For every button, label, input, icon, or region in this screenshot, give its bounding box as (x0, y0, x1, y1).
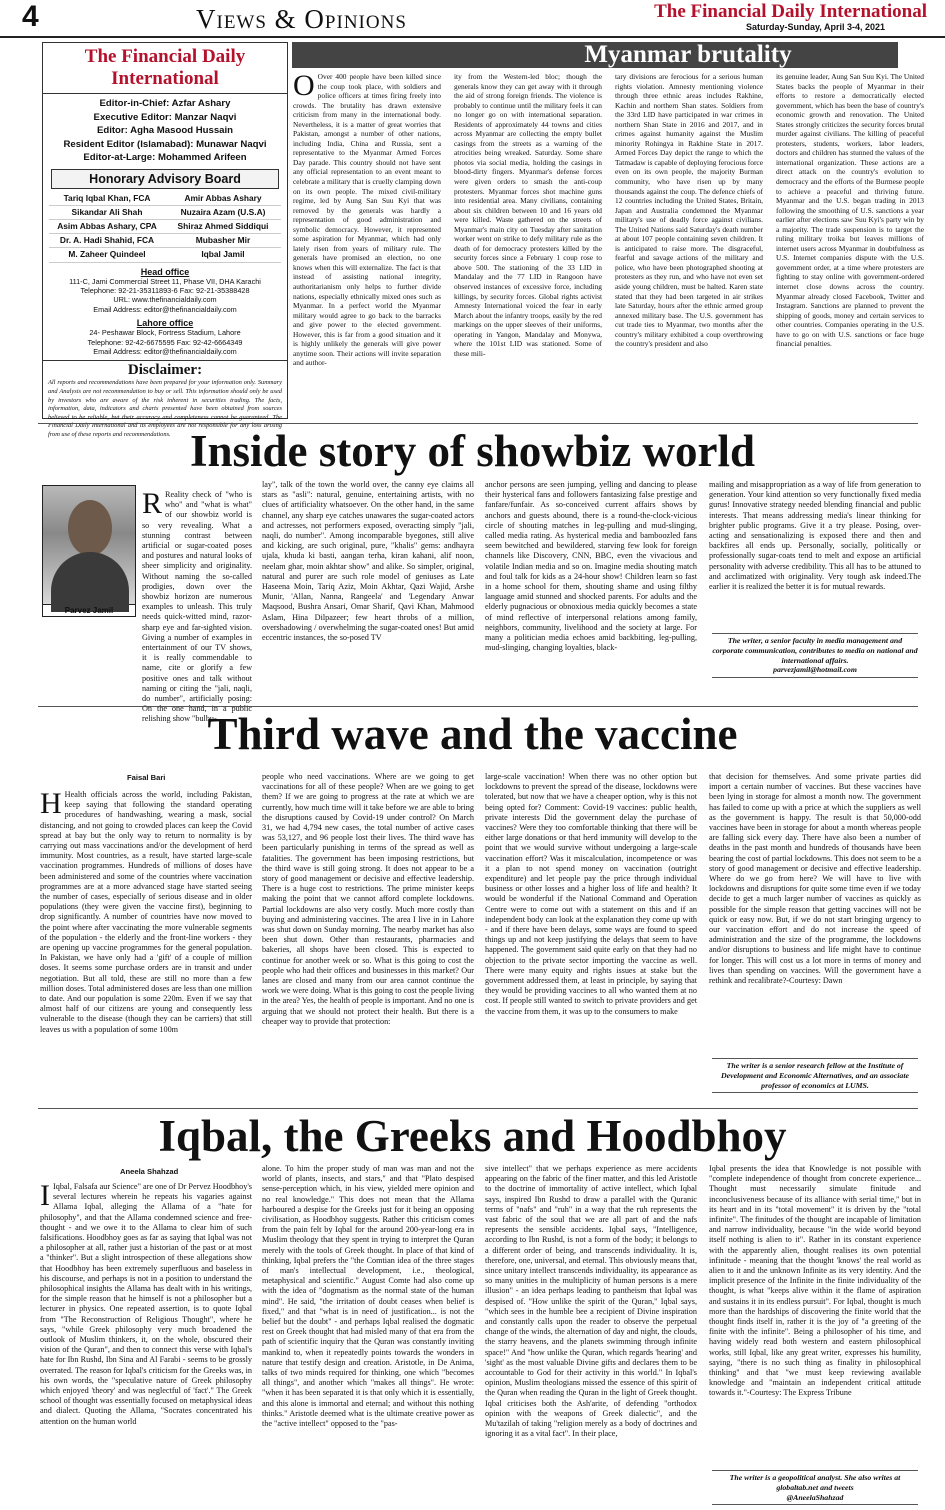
showbiz-col-4: mailing and misappropriation as a way of life from generation to generation. Your kind attention so very functionally fixed media gurus! Innovative strategy needed blending financial and public interests. That means addressing media's linear thinking for brighter public programs. Give it a try please. Posing, over-acting and sensationalizing is exposed there and then and backfires all ends up. Personally, socially, politically or professionally sugar-coats tend to melt and expose an artificial personality with adverse credibility. This all has to be attuned to and acclimatized with originality. Very tough ask indeed.The earlier it is realized the better it is for mutual rewards. (709, 480, 921, 592)
address-line: Email Address: editor@thefinancialdaily.com (93, 304, 237, 314)
section-title: Views & Opinions (196, 4, 407, 34)
vaccine-col-1 (40, 787, 252, 1110)
drop-cap: H (40, 787, 62, 820)
iqbal-author-bio (712, 1470, 918, 1505)
author-photo-caption: Parvez Jamil (42, 605, 136, 617)
editorial-col-3: tary divisions are ferocious for a serious human rights violation. Amnesty mentioning violence through three ethnic areas includes Rakhine, Kachin and northern Shan states. Soldiers from the 33rd LID have participated in war crimes in northern Shan State in 2016 and 2017, and in crimes against humanity against the Muslim minority Rohingya in Rakhine State in 2017. Armed Forces Day depict the range to which the Tatmadaw is capable of deploying ferocious force even on its own people, the majority Burman community, who have risen up by many thousands against the coup. The defence chiefs of 12 countries including the United States, Britain, Japan and Australia condemned the Myanmar military's use of deadly force against civilians. The United Nations said Saturday's death number at about 107 people containing seven children. It is anticipated to raise more. The disgraceful, fearful and savage actions of the military and police, who have been photographed shooting at protesters as they run, and who have not even set aside young children, must be halted. Karen state stated that they had been targeted in air strikes late Saturday, hours after the ethnic armed group annexed military base. The U.S. government has cut trade ties to Myanmar, two months after the country's military exhibited a coup overthrowing the country's president and also (615, 72, 763, 349)
disclaimer-text: All reports and recommendations have been prepared for your information only. Summary and Analysis are not recommendation to buy or sell. This information should only be used by investors who are aware of the risk inherent in securities trading. The facts, information, data, indicators and charts presented have been obtained from sources believed to be reliable, but their accuracy and completeness cannot be guaranteed. The Financial Daily International and its employees are not responsible for any loss arising from use of these reports and recommendations. (48, 379, 282, 438)
address-line: 111-C, Jami Commercial Street 11, Phase VII, DHA Karachi (69, 276, 261, 286)
honorary-board-list (49, 192, 281, 263)
showbiz-col-2: lay", talk of the town the world over, the canny eye claims all stars as "asli": natural, genuine, entertaining artists, with no clues of artificiality whatsoever. On the other hand, in the same channel, any sharp eye catches unawares the sugar-coated actors and actresses, not performers exposed, overacting simply "jali, naqli, do number". Among incomparable byegones, still alive and kicking, are such original, pure, "khalis" gems: andhayra ujala, khuda ki basti, aangan terha, kiran kahani, alif noon, neelam ghar, moin akhtar show" and alike. So simpler, original, natural and purer are such role model of geniuses as Late Haseena Moin, Tariq Aziz, Moin Akhtar, Qazi Wajid, Arshe Munir, 'Allan, Nanna, Rangeela' and 'Legendary Anwar Maqsood, Bushra Ansari, Omar Sharif, Qavi Khan, Mahmood Aslam, Hina Dilpazeer; few heart throbs of a million, overshadowing / overwhelming the sugar-coated ones! But amid eccentric instances, the so-posed TV (262, 480, 474, 643)
board-member: Dr. A. Hadi Shahid, FCA (49, 234, 165, 248)
bio-text: The writer is a geopolitical analyst. She also writes at globaltab.net and tweets (729, 1473, 901, 1492)
head-office-address (43, 277, 287, 315)
vaccine-text: Health officials across the world, including Pakistan, keep saying that following the standard operating procedures of handwashing, wearing a mask, social distancing, and not going to crowded places can keep the Covid spread at bay but the only way to return to normality is by carrying out mass vaccinations and/or the development of herd immunity. Most countries, as a result, have started large-scale vaccination programmes. Hundreds of millions of doses have been administered and some of the countries where vaccination programmes are at a more advanced stage have started seeing the number of cases, especially of serious disease and in older populations (they were given the vaccine first), beginning to drop significantly. A number of countries have now moved to the point where after vaccinating the more vulnerable segments of the population - the elderly and the front-line workers - they are opening up vaccine programmes for the general population. In Pakistan, we have only had a 'gift' of a couple of million doses. It seems some purchase orders are in transit and under negotiation. But all told, these are still no more than a few million doses. Total administered doses are less than one million to date. And our population is some 220m. Even if we say that almost half of our citizens are young and consequently less vulnerable to the disease (though they can be carriers) that still leaves us with a population of some 100m (40, 790, 252, 1034)
staff-item: Executive Editor: Manzar Naqvi (93, 111, 237, 123)
iqbal-col-2: alone. To him the proper study of man was man and not the world of plants, insects, and stars," and that "Plato despised sense-perception which, in his view, yielded mere opinion and no real knowledge." This does not mean that the Allama harboured a despise for the Greeks just for it being an opposing civilisation, as Hoodbhoy suggests. Rather this criticism comes from the pain felt by Iqbal for the around 200-year-long era in Muslim theology that they spent in trying to interpret the Quran merely with the tools of Greek thought. In place of that kind of thinking, Iqbal prefers the "the Comtian idea of the three stages of man's intellectual development, i.e., theological, metaphysical and scientific." August Comte had also come up with the idea of "dogmatism as the normal state of the human mind". He said, "the irritation of doubt ceases when belief is fixed," and that "what is in need of justification... is not the belief but the doubt" - and perhaps Iqbal realised the dogmatic rest on Greek thought that had misled many of that era from the path of scientific inquiry that the Quran was constantly inviting mankind to, when it repeatedly points towards the wonders in nature that testify design and creation. Aristotle, in De Anima, talks of two minds required for thinking, one which "becomes all things", and another which "makes all things". He wrote: "when it has been separated it is that only which it is essentially, and this alone is immortal and eternal; and without this nothing thinks." Aristotle deemed what is the ultimate creative power as the "active intellect" opposed to the "pas- (262, 1164, 474, 1429)
iqbal-text: Iqbal, Falsafa aur Science" are one of Dr Pervez Hoodbhoy's several lectures wherein he repeats his vagaries against Allama Iqbal, alleging the Allama of a "hate for philosophy", and that the Allama condemned science and free-thought - and we owe it to the Allama to clear him of such falsifications. Hoodbhoy goes as far as saying that Iqbal was not a philosopher at all, rather just a historian of the past or at most a "thinker". But a slight introspection of these allegations show that Hoodbhoy has been extremely superfluous and baseless in his discourse, and perhaps is not in a position to understand the philosophical insights the Allama has dealt with in his writings, for the simple reason that he himself is not a philosopher but a lecturer in physics. One repeated assertion, is to quote Iqbal from "The Reconstruction of Religious Thought", where he says, "while Greek philosophy very much broadened the outlook of Muslim thinkers, it, on the whole, obscured their vision of the Quran", and then to connect this verse with Iqbal's hate for Ibn Rushd, Ibn Sina and Al Farabi - seems to be grossly overrated. The reason for Iqbal's criticism for the Greeks was, in his own words, the "speculative nature of Greek philosophy which enjoyed 'theory' and was neglectful of 'fact'." The Greek school of thought was essentially focused on metaphysical ideas and dialect. Quoting the Allama, "Socrates concentrated his attention on the human world (40, 1182, 252, 1426)
address-line: 24- Peshawar Block, Fortress Stadium, Lahore (89, 328, 241, 338)
board-member: Shiraz Ahmed Siddiqui (165, 220, 281, 234)
board-member: Sikandar Ali Shah (49, 206, 165, 220)
author-handle: @AneelaShahzad (786, 1492, 844, 1502)
article-title-iqbal: Iqbal, the Greeks and Hoodbhoy (158, 1111, 787, 1161)
article-title-showbiz: Inside story of showbiz world (189, 426, 756, 476)
vaccine-col-3: large-scale vaccination! When there was no other option but lockdowns to prevent the spread of the disease, lockdowns were tolerated, but now that we have a cheaper option, why is this not being opted for? Comment: Covid-19 vaccines: public health, private interests Did the government delay the purchase of vaccines? Were they too comfortable thinking that there will be either large donations or that herd immunity will develop to the point that we would survive without undergoing a large-scale vaccination effort? Was it miscalculation, incompetence or was it a plan to not spend money on vaccination (outright expenditure) and let people pay the price through individual business or other losses and a higher loss of life and health? It would be wonderful if the National Command and Operation Centre were to come out with a statement on this and if an independent body can look at the explanation they come up with - and if there have been delays, some ways are found to speed things up and not keep justifying the delays that seem to have happened. The government said quite early on that they had no objection to the private sector importing the vaccine as well. There were many equity and rights issues at stake but the government addressed them, at least in principle, by saying that they would be providing vaccines to all who wanted them at no cost. If people still wanted to switch to private providers and get the vaccine from them, it was up to the consumers to make (485, 772, 697, 1016)
vaccine-byline: Faisal Bari (127, 773, 166, 782)
vaccine-author-bio: The writer is a senior research fellow at the Institute of Development and Economic Alternatives, and an associate professor of economics at LUMS. (712, 1058, 918, 1093)
masthead-title: The Financial Daily International (654, 1, 927, 22)
address-line: URL: www.thefinancialdaily.com (113, 295, 217, 305)
board-member: Asim Abbas Ashary, CPA (49, 220, 165, 234)
bio-text: The writer, a senior faculty in media management and corporate communication, contributes to media on national and international affairs. (712, 636, 918, 665)
showbiz-col-1-bottom (42, 620, 252, 710)
showbiz-col-3: anchor persons are seen jumping, yelling and dancing to please their hysterical fans and followers fantasizing false prestige and fanfare/funfair. As so-conceived current affairs shows by anchors and guests abound, there is a round-the-clock-vicious circle of shouting matches in leg-pulling and mud-slinging, called media rating. As hysterical media and bamboozled fans seem bewitched and bewildered, starving few look for foreign channels like Discovery, CNN, BBC, even the vivacious and volatile Indian media and so on. Imagine media shouting match and foul talk for kids as a 24-hour show! Children learn so fast in a home school for them, shouting shame and using filthy language amid stunned and shocked parents. For adults and the elderly pugnacious or obnoxious media quickly becomes a state of mind reflective of interpersonal relations among family, neighbors, community, livelihood and the society at large. For many a politician media echoes amid backbiting, leg-pulling, mud-slinging, changing loyalties, black- (485, 480, 697, 653)
staff-item: Resident Editor (Islamabad): Munawar Naqvi (63, 138, 267, 150)
staff-item: Editor-in-Chief: Azfar Ashary (99, 98, 231, 109)
iqbal-col-1 (40, 1179, 252, 1506)
board-member: Mubasher Mir (165, 234, 281, 248)
honorary-board-title: Honorary Advisory Board (51, 169, 279, 189)
page-header (0, 0, 945, 38)
board-member: Nuzaira Azam (U.S.A) (165, 206, 281, 220)
board-member: M. Zaheer Quindeel (49, 248, 165, 262)
editorial-text: Over 400 people have been killed since the coup took place, with soldiers and police officers at times firing freely into crowds. The brutality has drawn extensive criticism from many in the international body. Nevertheless, it is a matter of great worries that Pakistan, amongst a number of other nations, including India, China and Russia, sent a representative to the Myanmar Armed Forces Day parade. This country should not have sent any official representation to an event meant to celebrate a military that is cruelly clamping down on its own people. The mixed civil-military regime, led by Aung San Suu Kyi that was removed by the generals was hardly a representation of good administration and symbolic democracy. However, it represented some aspiration for Myanmar, which had only lately risen from years of military rule. The generals have promised an election, no one knows when this will externalize. The fact is that instead of assisting national integrity, authoritarianism only helps to further divide nations, especially ethnically mixed ones such as Myanmar. In a perfect world the Myanmar military would agree to go back to the barracks and give power to the elected government. However, this is far from a good situation and it is highly unlikely the generals will give power anytime soon. Their actions will invite separation and author- (293, 72, 441, 368)
staff-item: Editor-at-Large: Mohammed Arifeen (83, 152, 247, 163)
author-email: parvezjamil@hotmail.com (773, 665, 857, 675)
board-member: Amir Abbas Ashary (165, 192, 281, 206)
masthead-box-title: The Financial Daily International (43, 46, 287, 94)
address-line: Email Address: editor@thefinancialdaily.com (93, 346, 237, 356)
lahore-office-title: Lahore office (136, 318, 194, 329)
editorial-col-2: ity from the Western-led bloc; though the generals know they can get away with it through the aid of strong foreign friends. The violence is probably to continue until the military feels it can no longer go on with international separation. Residents of approximately 44 towns and cities across Myanmar are collecting the empty bullet casings from the streets as a warning of the atrocities being wreaked. Saturday. Some share photos via social media, holding the casings in blood-dirty fingers. Myanmar's defense forces were given orders to smash the anti-coup protesters. Myanmar forces shot machine guns into residential area. Many civilians, containing about six children between 10 and 16 years old were killed. Waste gathered on the streets of Myanmar's main city on Tuesday after sanitation worker went on strike to defy military rule as the death of for democracy protesters killed by the security forces since a February 1 coup rose to above 500. The stationing of the 33 LID in Mandalay and the 77 LID in Rangoon have observed instances of excessive force, including killings, by security forces. Global rights activist Amnesty International voiced the fear in early March about the infantry troops, easily by the red markings on the upper sleeves of their uniforms, operating in Yangon, Mandalay and Monywa, where the 101st LID was stationed. Some of these mili- (454, 72, 602, 358)
address-line: Telephone: 92-21-35311893-6 Fax: 92-21-35388428 (80, 285, 250, 295)
iqbal-byline: Aneela Shahzad (120, 1167, 179, 1176)
head-office-title: Head office (140, 266, 190, 277)
photo-body (51, 552, 129, 612)
article-title-vaccine: Third wave and the vaccine (207, 709, 738, 759)
editorial-title: Myanmar brutality (478, 42, 898, 68)
author-photo (42, 485, 136, 605)
vaccine-col-2: people who need vaccinations. Where are we going to get vaccinations for all of these people? When are we going to get them? If we are going to progress at the rate at which we are currently, how much time will it take before we are able to bring the disruptions caused by Covid-19 under control? On March 31, we had 4,794 new cases, the total number of active cases was 53,127, and 96 people lost their lives. The third wave has been particularly punishing in terms of the spread as well as fatalities. The government has been imposing restrictions, but the third wave is still going strong. It does not appear to be a story of good management or decisive and effective leadership. There is a huge cost to restrictions. The prime minister keeps making the point that we cannot afford complete lockdowns. Partial lockdowns are also very costly. Much more costly than buying and administering vaccines. The area I live in in Lahore was shut down on Sunday morning. The nearby market has also been shut down. Other than restaurants, pharmacies and bakeries, all shops have been closed. This is expected to continue for another week or so. What is this going to cost the people who had their offices and businesses in this market? Our lanes are closed and many from our area cannot continue the work we were doing. What is this going to cost the people living in the area? Yes, the health of people is important. And no one is arguing that we should not protect their health. But there is a cheaper way to provide that protection: (262, 772, 474, 1026)
board-member: Iqbal Jamil (165, 248, 281, 262)
address-line: Telephone: 92-42-6675595 Fax: 92-42-6664349 (87, 337, 243, 347)
staff-item: Editor: Agha Masood Hussain (96, 125, 234, 136)
iqbal-col-4: Iqbal presents the idea that Knowledge is not possible with "complete independence of thought from concrete experience... Thought must necessarily simulate finitude and inconclusiveness because of its alliance with serial time," but in its heart and in its "total movement" it is driven by the "total infinite". The finitudes of the thought are incapable of limitation and narrow individuality, because "in the wide world beyond itself nothing is alien to it". Rather in its constant experience with the apparently alien, thought realises its own potential infinitude - meaning that the thought 'knows' the real world as alien to it and the unknown Infinite as its very identity. And the implicit presence of the Infinite in the finite individuality of the thought, is what "keeps alive within it the flame of aspiration and sustains it in its endless pursuit". For Iqbal, thought is much more than the hardships of discovering the finite world that the thought finds itself in, rather it is the joy of "a greeting of the finite with the infinite". Being a philosopher of his time, and having widely read both western and eastern philosophical works, still Iqbal, like any great writer, expresses his humility, saying, "there is no such thing as finality in philosophical thinking" and that "we must keep reviewing available knowledge and "maintain an independent critical attitude towards it."-Courtesy: The Express Tribune (709, 1164, 921, 1398)
lahore-office-address (43, 328, 287, 356)
disclaimer-title: Disclaimer: (43, 360, 287, 379)
showbiz-col-1-top (142, 487, 252, 724)
drop-cap: R (142, 487, 163, 520)
page-number: 4 (22, 0, 39, 33)
editorial-col-4: its genuine leader, Aung San Suu Kyi. The United States backs the people of Myanmar in their efforts to restore a democratically elected government, which has been the base of country's economic growth and renovation. The United States strongly criticizes the security forces brutal murder against civilians. The killing of peaceful protesters, students, workers, labor leaders, doctors and children has stunned the values of the international organization. These actions are a direct attack on the country's evolution to democracy and the efforts of the Burmese people to achieve a peaceful and thriving future. Myanmar and the U.S. began trading in 2013 following the smoothing of U.S. sanctions a year earlier after elections saw Suu Kyi's party win by a majority. The trade suspension is to target the ruling military troika but leaves millions of internet users across Myanmar in doubtfulness as U.S. Internet companies dispute with the U.S. government order, at a time where protesters are fighting to stay online with government-ordered internet close downs across the country. Myanmar already closed Facebook, Twitter and Instagram. Sanctions are planned to prevent the shipping of goods, money and certain services to other countries. Companies operating in the U.S. have to go on with U.S. sanctions or face huge financial penalties. (776, 72, 924, 349)
drop-cap: I (40, 1179, 50, 1212)
editorial-col-1 (293, 69, 441, 417)
staff-list (43, 97, 287, 165)
iqbal-col-3: sive intellect" that we perhaps experience as mere accidents appearing on the fabric of the finer matter, and this led Aristotle to the doctrine of immortality of active intellect, which Iqbal says, inspired Ibn Rushd to draw a parallel with the Quranic terms of "nafs" and "ruh" in a way that the ruh represents the vast fabric of the soul that we are all part of and the nafs represents the sensible accidents. Iqbal says, "Intelligence, according to Ibn Rushd, is not a form of the body; it belongs to a different order of being, and transcends individuality. It is, therefore, one, universal, and eternal. This obviously means that, since unitary intellect transcends individuality, its appearance as so many unities in the multiplicity of human persons is a mere illusion" - an idea perhaps leading to pantheism that Iqbal was despised of. "How unlike the spirit of the Quran," Iqbal says, "which sees in the humble bee a recipient of Divine inspiration and constantly calls upon the reader to observe the perpetual change of the winds, the alternation of day and night, the clouds, the starry heavens, and the planets swimming through infinite space!" And "how unlike the Quran, which regards 'hearing' and 'sight' as the most valuable Divine gifts and declares them to be accountable to God for their activity in this world." In Iqbal's opinion, Muslim theologians missed the essence of this spirit of the Quran when reading the Quran in the light of Greek thought. Iqbal criticises both the Ash'arite, of defending "orthodox opinion with the weapons of Greek dialectic", and the Mu'tazilah of taking "religion merely as a body of doctrines and ignoring it as a vital fact". In their place, (485, 1164, 697, 1439)
photo-face (68, 500, 112, 556)
issue-date: Saturday-Sunday, April 3-4, 2021 (745, 22, 885, 32)
showbiz-author-bio (712, 633, 918, 678)
masthead-box (42, 42, 288, 438)
vaccine-col-4: that decision for themselves. And some private parties did import a certain number of vaccines. But these vaccines have been lying in storage for almost a month now. The government has failed to come up with a price at which the suppliers as well as the government is happy. The result is that 50,000-odd vaccines have been in storage for about a month whereas people are falling sick every day. There have also been a number of deaths in the past month and hundreds of thousands have been bearing the cost of partial lockdowns. This does not seem to be a story of good management or decisive and effective leadership. Where do we go from here? We will have to live with lockdowns and disruptions for quite some time even if we today decide to get a much larger number of vaccines as quickly as possible for the simple reason that getting vaccines will not be quick or easy now. But, if we do not start bringing urgency to our vaccination effort and do not increase the speed of administration and the size of the programme, the lockdowns and/or disruptions to business and life might have to continue for longer. This will cost us a lot more in terms of money and lives than spending on vaccines. Will the government have a rethink and recalibrate?-Courtesy: Dawn (709, 772, 921, 986)
drop-cap: O (293, 69, 315, 102)
showbiz-text: Reality check of "who is who" and "what is what" of our showbiz world is so very revealing. What a stunning contrast between artificial or sugar-coated poses and postures and natural looks of sheer simplicity and originality. Without naming the so-called prodigies, down over the showbiz horizon are numerous examples to unleash. This truly needs quick-witted mind, razor-sharp eye and far-sighted vision. Giving a number of examples in entertainment of our TV shows, it is really commendable to name, cite or glorify a few positive ones and talk without naming or citing the "jali, naqli, do number", artificially posing: On the one hand, in a public relishing show "bulbu- (142, 490, 252, 724)
board-member: Tariq Iqbal Khan, FCA (49, 192, 165, 206)
